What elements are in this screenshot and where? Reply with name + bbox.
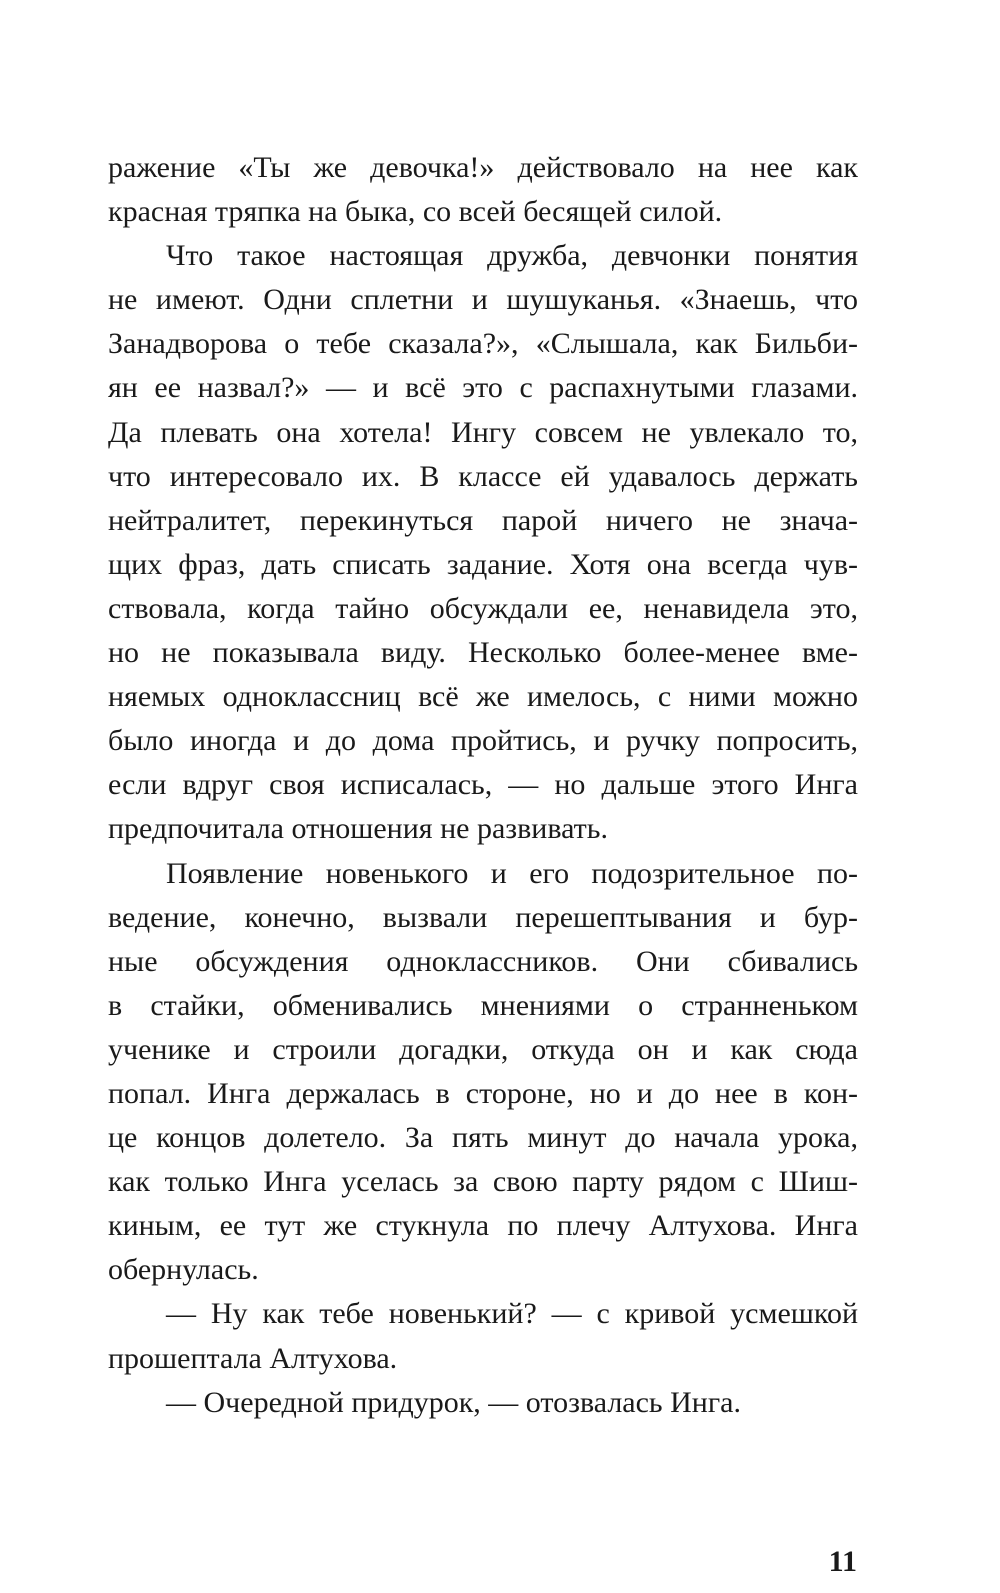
text-line: ведение, конечно, вызвали перешептывания и бур-: [108, 900, 858, 934]
text-line: няемых одноклассниц всё же имелось, с ними можно: [108, 680, 858, 714]
text-line: но не показывала виду. Несколько более-менее вме-: [108, 636, 858, 670]
text-line: ражение «Ты же девочка!» действовало на нее как: [108, 151, 858, 184]
text-line: не имеют. Одни сплетни и шушуканья. «Знаешь, что: [108, 283, 858, 317]
page-number: 11: [828, 1545, 857, 1578]
text-line: как только Инга уселась за свою парту рядом с Шиш-: [108, 1165, 858, 1199]
body-text: [108, 146, 858, 1425]
text-line: нейтралитет, перекинуться парой ничего не знача-: [108, 503, 858, 537]
text-line: ян ее назвал?» — и всё это с распахнутыми глазами.: [108, 371, 858, 405]
text-line: ученике и строили догадки, откуда он и как сюда: [108, 1032, 858, 1066]
text-line: что интересовало их. В классе ей удавалось держать: [108, 459, 858, 493]
text-line: киным, ее тут же стукнула по плечу Алтухова. Инга: [108, 1209, 858, 1243]
text-line: если вдруг своя исписалась, — но дальше этого Инга: [108, 768, 858, 802]
dialogue-line: прошептала Алтухова.: [108, 1341, 398, 1375]
text-line: Появление новенького и его подозрительное по-: [166, 856, 858, 890]
text-line: предпочитала отношения не развивать.: [108, 812, 608, 846]
text-line: было иногда и до дома пройтись, и ручку попросить,: [108, 724, 858, 758]
dialogue-line: — Очередной придурок, — отозвалась Инга.: [166, 1385, 741, 1419]
text-line: Занадворова о тебе сказала?», «Слышала, как Бильби-: [108, 327, 858, 361]
text-line: попал. Инга держалась в стороне, но и до нее в кон-: [108, 1076, 858, 1110]
text-line: Что такое настоящая дружба, девчонки понятия: [166, 239, 858, 273]
dialogue-line: — Ну как тебе новенький? — с кривой усмешкой: [166, 1297, 858, 1331]
text-line: обернулась.: [108, 1253, 259, 1287]
text-line: це концов долетело. За пять минут до начала урока,: [108, 1121, 858, 1155]
text-line: красная тряпка на быка, со всей бесящей силой.: [108, 195, 723, 229]
text-line: Да плевать она хотела! Ингу совсем не увлекало то,: [108, 415, 858, 449]
text-line: ствовала, когда тайно обсуждали ее, ненавидела это,: [108, 591, 858, 625]
text-line: в стайки, обменивались мнениями о странненьком: [108, 988, 858, 1022]
text-line: щих фраз, дать списать задание. Хотя она всегда чув-: [108, 547, 858, 581]
text-line: ные обсуждения одноклассников. Они сбивались: [108, 944, 858, 978]
